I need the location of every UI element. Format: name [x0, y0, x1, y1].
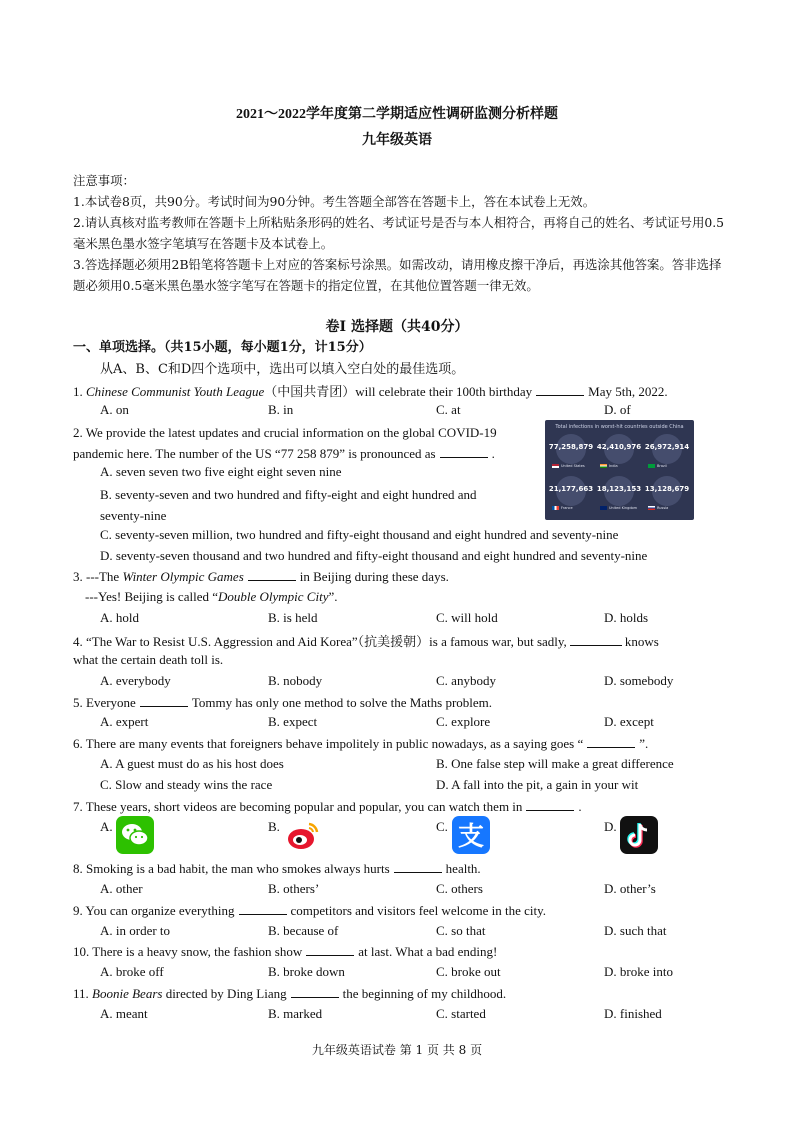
- question-10-stem: 10. There is a heavy snow, the fashion show at last. What a bad ending!: [73, 944, 498, 959]
- q2-option-c: C. seventy-seven million, two hundred and fifty-eight thousand and eight hundred and seventy-nine: [100, 527, 619, 542]
- covid-image-title: Total infections in worst-hit countries outside China: [555, 424, 684, 430]
- question-7-stem: 7. These years, short videos are becoming popular and popular, you can watch them in .: [73, 799, 582, 814]
- wechat-icon: [116, 816, 154, 854]
- answer-blank: [239, 902, 287, 915]
- q1-option-d: D. of: [604, 402, 631, 417]
- q7-option-a: A.: [100, 819, 113, 834]
- answer-blank: [306, 943, 354, 956]
- q9-option-a: A. in order to: [100, 923, 171, 938]
- q1-option-b: B. in: [268, 402, 294, 417]
- covid-cell: 42,410,976 India: [596, 432, 642, 472]
- weibo-icon: [284, 816, 322, 854]
- q4-option-c: C. anybody: [436, 673, 496, 688]
- q4-option-b: B. nobody: [268, 673, 323, 688]
- q9-option-c: C. so that: [436, 923, 486, 938]
- question-6-stem: 6. There are many events that foreigners behave impolitely in public nowadays, as a saying goes “ ”.: [73, 736, 649, 751]
- answer-blank: [440, 445, 488, 458]
- russia-flag-icon: [648, 506, 655, 510]
- covid-cell: 18,123,153 United Kingdom: [596, 474, 642, 514]
- covid-cell: 26,972,914 Brazil: [644, 432, 690, 472]
- q8-option-b: B. others’: [268, 881, 320, 896]
- exam-subject: 九年级英语: [362, 133, 432, 148]
- covid-cell: 77,258,879 United States: [548, 432, 594, 472]
- q6-option-a: A. A guest must do as his host does: [100, 756, 284, 771]
- alipay-icon: [452, 816, 490, 854]
- answer-blank: [291, 985, 339, 998]
- question-9-stem: 9. You can organize everything competitors and visitors feel welcome in the city.: [73, 903, 546, 918]
- q3-option-c: C. will hold: [436, 610, 498, 625]
- tiktok-icon: [620, 816, 658, 854]
- q4-option-d: D. somebody: [604, 673, 674, 688]
- q11-option-c: C. started: [436, 1006, 486, 1021]
- q9-option-b: B. because of: [268, 923, 339, 938]
- uk-flag-icon: [600, 506, 607, 510]
- answer-blank: [394, 860, 442, 873]
- question-11-stem: 11. Boonie Bears directed by Ding Liang the beginning of my childhood.: [73, 986, 507, 1001]
- answer-blank: [248, 568, 296, 581]
- us-flag-icon: [552, 464, 559, 468]
- question-8-stem: 8. Smoking is a bad habit, the man who smokes always hurts health.: [73, 861, 481, 876]
- q5-option-a: A. expert: [100, 714, 149, 729]
- q2-option-b: B. seventy-seven and two hundred and fifty-eight and eight hundred and seventy-nine: [100, 487, 477, 523]
- question-1-stem: 1. Chinese Communist Youth League（中国共青团）will celebrate their 100th birthday May 5th, 2022.: [73, 384, 668, 399]
- covid-cell: 13,128,679 Russia: [644, 474, 690, 514]
- q5-option-c: C. explore: [436, 714, 491, 729]
- q4-option-a: A. everybody: [100, 673, 171, 688]
- q7-option-c: C.: [436, 819, 448, 834]
- covid-infections-image: [545, 420, 694, 520]
- part-title: 卷Ⅰ 选择题（共40分）: [325, 319, 469, 335]
- answer-blank: [587, 735, 635, 748]
- q8-option-c: C. others: [436, 881, 483, 896]
- q9-option-d: D. such that: [604, 923, 667, 938]
- q2-option-d: D. seventy-seven thousand and two hundred and fifty-eight thousand and eight hundred and seventy-nine: [100, 548, 648, 563]
- q11-option-d: D. finished: [604, 1006, 662, 1021]
- answer-blank: [526, 798, 574, 811]
- question-4-stem: 4. “The War to Resist U.S. Aggression and Aid Korea”（抗美援朝）is a famous war, but sadly, knows: [73, 634, 659, 649]
- question-4-stem-cont: what the certain death toll is.: [73, 652, 224, 667]
- q2-option-a: A. seven seven two five eight eight seven nine: [100, 464, 342, 479]
- notice-title: 注意事项：: [73, 173, 135, 188]
- q3-option-b: B. is held: [268, 610, 318, 625]
- q10-option-b: B. broke down: [268, 964, 345, 979]
- q8-option-a: A. other: [100, 881, 143, 896]
- q1-option-a: A. on: [100, 402, 129, 417]
- q11-option-b: B. marked: [268, 1006, 323, 1021]
- q8-option-d: D. other’s: [604, 881, 656, 896]
- q3-option-a: A. hold: [100, 610, 139, 625]
- q10-option-c: C. broke out: [436, 964, 501, 979]
- q5-option-b: B. expect: [268, 714, 318, 729]
- q6-option-c: C. Slow and steady wins the race: [100, 777, 273, 792]
- q6-option-b: B. One false step will make a great difference: [436, 756, 674, 771]
- svg-text:支: 支: [457, 822, 485, 852]
- answer-blank: [140, 694, 188, 707]
- question-2-stem: 2. We provide the latest updates and crucial information on the global COVID-19 pandemic here. The number of the US “77 258 879” is pronounced as .: [73, 425, 497, 461]
- answer-blank: [570, 633, 622, 646]
- q7-option-d: D.: [604, 819, 617, 834]
- india-flag-icon: [600, 464, 607, 468]
- question-3-reply: ---Yes! Beijing is called “Double Olympic City”.: [85, 589, 338, 604]
- question-3-stem: 3. ---The Winter Olympic Games in Beijing during these days.: [73, 569, 449, 584]
- notice-item-2: 2.请认真核对监考教师在答题卡上所粘贴条形码的姓名、考试证号是否与本人相符合，再将自己的姓名、考试证号用0.5毫米黑色墨水签字笔填写在答题卡及本试卷上。: [73, 215, 725, 251]
- france-flag-icon: [552, 506, 559, 510]
- q1-option-c: C. at: [436, 402, 461, 417]
- q6-option-d: D. A fall into the pit, a gain in your wit: [436, 777, 639, 792]
- q10-option-d: D. broke into: [604, 964, 673, 979]
- instruction: 从A、B、C和D四个选项中，选出可以填入空白处的最佳选项。: [100, 362, 465, 377]
- exam-title: 2021～2022学年度第二学期适应性调研监测分析样题: [236, 107, 558, 122]
- brazil-flag-icon: [648, 464, 655, 468]
- page-footer: 九年级英语试卷 第 1 页 共 8 页: [311, 1043, 483, 1057]
- question-5-stem: 5. Everyone Tommy has only one method to solve the Maths problem.: [73, 695, 493, 710]
- notice-item-1: 1.本试卷8页，共90分。考试时间为90分钟。考生答题全部答在答题卡上，答在本试卷上无效。: [73, 194, 596, 209]
- q7-option-b: B.: [268, 819, 280, 834]
- q3-option-d: D. holds: [604, 610, 649, 625]
- answer-blank: [536, 383, 584, 396]
- q5-option-d: D. except: [604, 714, 654, 729]
- q10-option-a: A. broke off: [100, 964, 164, 979]
- q11-option-a: A. meant: [100, 1006, 148, 1021]
- covid-cell: 21,177,663 France: [548, 474, 594, 514]
- section-title: 一、单项选择。（共15小题，每小题1分，计15分）: [73, 340, 372, 355]
- notice-item-3: 3.答选择题必须用2B铅笔将答题卡上对应的答案标号涂黑。如需改动，请用橡皮擦干净后，再选涂其他答案。答非选择题必须用0.5毫米黑色墨水签字笔写在答题卡的指定位置，在其他位置答题一律无效。: [73, 257, 722, 293]
- q1-emphasis: Chinese Communist Youth League: [86, 384, 265, 399]
